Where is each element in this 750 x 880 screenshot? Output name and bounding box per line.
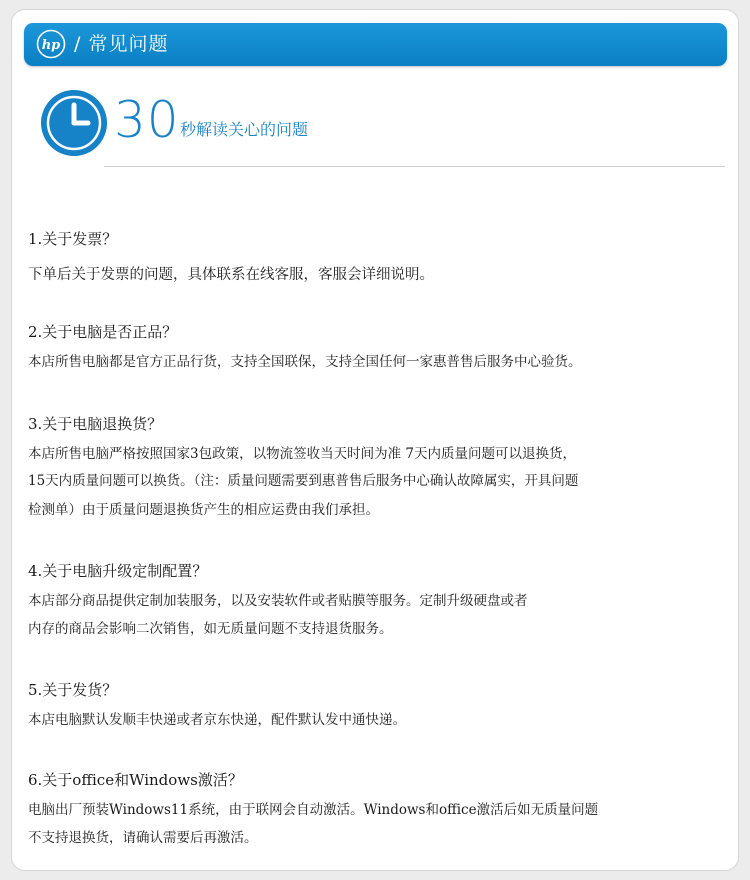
- faq-question-2: 2.关于电脑是否正品？: [28, 323, 178, 341]
- faq-answer-2-line-1: 本店所售电脑都是官方正品行货，支持全国联保，支持全国任何一家惠普售后服务中心验货。: [28, 354, 582, 370]
- faq-answer-3-line-1: 本店所售电脑严格按照国家3包政策，以物流签收当天时间为准 7天内质量问题可以退换货，: [28, 446, 576, 462]
- hp-logo-text: hp: [41, 38, 61, 53]
- title-bar: [24, 23, 727, 66]
- clock-icon: [40, 89, 108, 157]
- faq-question-5: 5.关于发货？: [28, 681, 118, 699]
- faq-question-1: 1.关于发票？: [28, 230, 118, 248]
- hp-logo-icon: [36, 29, 66, 59]
- faq-answer-6-line-1: 电脑出厂预装Windows11系统，由于联网会自动激活。Windows和office激活后如无质量问题: [28, 802, 599, 818]
- faq-answer-4-line-1: 本店部分商品提供定制加装服务，以及安装软件或者贴膜等服务。定制升级硬盘或者: [28, 593, 528, 609]
- faq-answer-5-line-1: 本店电脑默认发顺丰快递或者京东快递，配件默认发中通快递。: [28, 712, 406, 728]
- divider: [104, 166, 725, 167]
- faq-question-3: 3.关于电脑退换货？: [28, 415, 163, 433]
- page-title: / 常见问题: [74, 33, 169, 55]
- banner-number: 30: [114, 91, 180, 149]
- faq-answer-3-line-2: 15天内质量问题可以换货。（注：质量问题需要到惠普售后服务中心确认故障属实，开具问题: [28, 473, 579, 489]
- faq-answer-4-line-2: 内存的商品会影响二次销售，如无质量问题不支持退货服务。: [28, 621, 393, 637]
- faq-question-6: 6.关于office和Windows激活？: [28, 771, 243, 789]
- banner-subtitle: 秒解读关心的问题: [180, 120, 309, 139]
- faq-answer-3-line-3: 检测单）由于质量问题退换货产生的相应运费由我们承担。: [28, 502, 379, 518]
- faq-answer-6-line-2: 不支持退换货，请确认需要后再激活。: [28, 830, 258, 846]
- faq-answer-1-line-1: 下单后关于发票的问题，具体联系在线客服，客服会详细说明。: [28, 267, 434, 283]
- faq-question-4: 4.关于电脑升级定制配置？: [28, 562, 208, 580]
